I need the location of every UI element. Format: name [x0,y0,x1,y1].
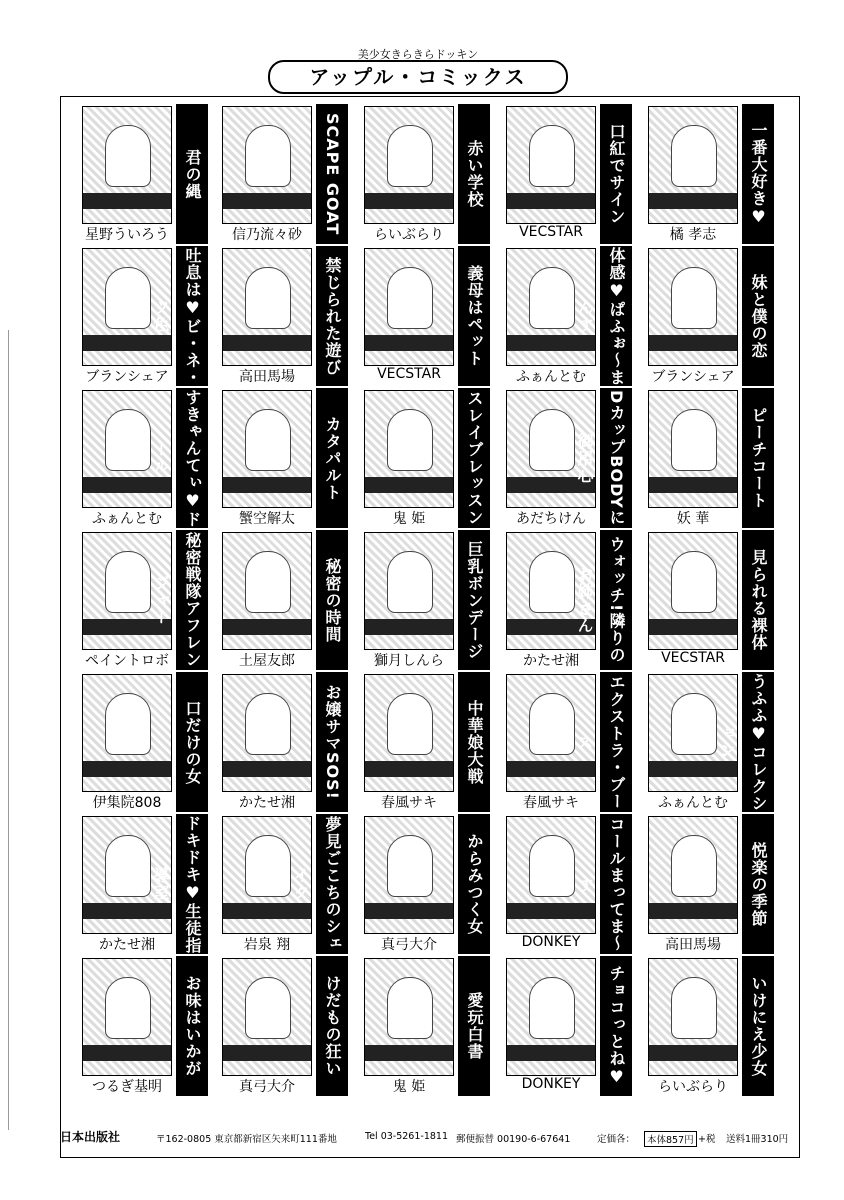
book-entry [504,530,647,670]
cover-title-band [365,1045,453,1061]
cover-title-band [223,335,311,351]
book-cover-image [222,106,312,224]
cover-figure [105,977,151,1039]
book-entry [646,814,789,954]
book-author: ペイントロボ [85,653,169,669]
cover-title-band [223,903,311,919]
cover-title-band [223,193,311,209]
book-title: 体感♥ぱふぉ～まんす [600,246,632,386]
cover-title-band [83,193,171,209]
book-entry [80,814,223,954]
cover-title-band [507,903,595,919]
book-entry [646,956,789,1096]
book-entry [362,956,505,1096]
book-cover-image [222,248,312,366]
book-author: VECSTAR [377,366,441,382]
cover-figure [671,125,717,187]
book-cover-image [364,532,454,650]
book-entry [504,246,647,386]
series-subtitle: 美少女きらきらドッキン [357,48,479,61]
book-entry [80,530,223,670]
price-value: 本体857円 [644,1131,697,1147]
book-author: ふぁんとむ [658,795,728,811]
book-author: 土屋友郎 [239,653,295,669]
cover-title-band [507,193,595,209]
book-author: つるぎ基明 [92,1079,162,1095]
book-title: けだもの狂い [316,956,348,1096]
cover-figure [245,125,291,187]
book-entry [220,814,363,954]
price-tax: +税 [698,1134,716,1145]
book-entry [646,672,789,812]
book-entry [646,246,789,386]
book-author: 高田馬場 [239,369,295,385]
cover-title-band [365,619,453,635]
cover-figure [671,835,717,897]
book-author: 信乃流々砂 [232,227,302,243]
cover-figure [245,977,291,1039]
cover-figure [387,977,433,1039]
cover-figure [529,977,575,1039]
book-author: 鬼 姫 [392,1079,426,1095]
book-cover-image [222,674,312,792]
book-title: 一番大好き♥ [742,104,774,244]
book-title: スレイブレッスン [458,388,490,528]
cover-title-band [83,903,171,919]
cover-title-band [223,1045,311,1061]
book-title: 妹と僕の恋 [742,246,774,386]
book-title: 夢見ごこちのシェイク [316,814,348,954]
book-author: 春風サキ [381,795,437,811]
cover-title-band [365,335,453,351]
book-entry [80,672,223,812]
book-cover-image [222,532,312,650]
book-author: DONKEY [521,1076,581,1092]
cover-title-band [223,761,311,777]
book-author: ふぁんとむ [516,369,586,385]
book-cover-image [364,390,454,508]
book-author: 高田馬場 [665,937,721,953]
cover-title-band [649,761,737,777]
cover-title-band [507,1045,595,1061]
book-author: 獅月しんら [374,653,444,669]
cover-title-band [649,477,737,493]
publisher-address: 〒162-0805 東京都新宿区矢来町111番地 [156,1134,337,1145]
cover-figure [387,551,433,613]
book-author: かたせ湘 [239,795,295,811]
cover-title-band [649,1045,737,1061]
book-entry [646,104,789,244]
book-title: ドキドキ♥生徒指導室 [176,814,208,954]
book-entry [504,104,647,244]
book-entry [220,246,363,386]
cover-title-band [507,761,595,777]
book-author: ふぁんとむ [92,511,162,527]
cover-figure [245,409,291,471]
book-author: 星野ういろう [85,227,169,243]
cover-figure [671,409,717,471]
book-author: 春風サキ [523,795,579,811]
page-edge-line [8,330,9,1130]
book-title: コールまってま～す [600,814,632,954]
publisher-name: 日本出版社 [60,1130,121,1144]
cover-title-band [365,193,453,209]
book-title: からみつく女 [458,814,490,954]
cover-figure [387,267,433,329]
book-author: かたせ湘 [99,937,155,953]
book-entry [504,814,647,954]
book-title: 中華娘大戦 [458,672,490,812]
cover-figure [387,409,433,471]
book-title: ピーチコート [742,388,774,528]
cover-title-band [365,477,453,493]
book-entry [220,672,363,812]
book-title: 悦楽の季節 [742,814,774,954]
cover-title-band [649,619,737,635]
book-entry [362,104,505,244]
book-cover-image [222,390,312,508]
book-title: うふふ♥コレクション [742,672,774,812]
cover-title-band [83,335,171,351]
book-author: らいぶらり [374,227,444,243]
book-cover-image [506,958,596,1076]
book-cover-image [648,106,738,224]
book-entry [362,814,505,954]
cover-title-band [223,477,311,493]
cover-title-band [83,477,171,493]
cover-title-band [649,193,737,209]
book-title: 秘密戦隊アフレンジャー [176,530,208,670]
book-cover-image [648,532,738,650]
book-author: 妖 華 [676,511,710,527]
publisher-footer [60,1128,800,1148]
cover-figure [671,551,717,613]
book-author: 橘 孝志 [669,227,717,243]
cover-figure [105,125,151,187]
book-title: エクストラ・ブース [600,672,632,812]
cover-figure [245,267,291,329]
book-author: ブランシェア [651,369,735,385]
book-author: DONKEY [521,934,581,950]
book-title: SCAPE GOAT [316,104,348,244]
book-entry [80,388,223,528]
cover-figure [105,693,151,755]
book-grid [80,104,780,1104]
book-cover-image [364,248,454,366]
book-cover-image [364,958,454,1076]
cover-title-band [507,335,595,351]
book-author: らいぶらり [658,1079,728,1095]
book-author: 鬼 姫 [392,511,426,527]
book-title: 義母はペット [458,246,490,386]
book-cover-image [648,248,738,366]
cover-title-band [649,903,737,919]
publisher-tel: Tel 03-5261-1811 [365,1131,448,1142]
cover-figure [387,835,433,897]
book-author: VECSTAR [519,224,583,240]
book-cover-image [364,816,454,934]
book-entry [220,104,363,244]
book-cover-image [364,674,454,792]
book-title: いけにえ少女 [742,956,774,1096]
book-title: カタパルト [316,388,348,528]
book-entry [504,956,647,1096]
book-title: お味はいかが [176,956,208,1096]
book-cover-image [82,674,172,792]
book-entry [362,530,505,670]
cover-title-band [223,619,311,635]
book-entry [646,388,789,528]
book-author: 真弓大介 [381,937,437,953]
book-title: チョコっとね♥ [600,956,632,1096]
book-cover-image [82,106,172,224]
book-title: 吐息は♥ビ・ネ・ツ色 [176,246,208,386]
cover-figure [671,977,717,1039]
book-title: 巨乳ボンデージ [458,530,490,670]
cover-figure [387,125,433,187]
book-title: 赤い学校 [458,104,490,244]
cover-figure [529,125,575,187]
cover-title-band [365,761,453,777]
book-cover-image [82,958,172,1076]
book-title: 口だけの女 [176,672,208,812]
book-entry [80,104,223,244]
book-entry [504,672,647,812]
book-author: 蟹空解太 [239,511,295,527]
book-author: 岩泉 翔 [243,937,291,953]
book-author: 真弓大介 [239,1079,295,1095]
cover-figure [245,551,291,613]
book-author: VECSTAR [661,650,725,666]
book-title: 見られる裸体 [742,530,774,670]
book-title: お嬢サマSOS! [316,672,348,812]
cover-figure [245,693,291,755]
book-cover-image [648,958,738,1076]
book-entry [362,246,505,386]
book-entry [220,956,363,1096]
cover-title-band [83,1045,171,1061]
book-cover-image [648,816,738,934]
book-title: すきゃんてぃ♥ドール [176,388,208,528]
cover-title-band [83,761,171,777]
cover-title-band [365,903,453,919]
book-cover-image [648,390,738,508]
catalog-header [268,46,568,94]
book-entry [220,388,363,528]
book-author: 伊集院808 [92,795,162,811]
book-entry [220,530,363,670]
book-author: あだちけん [516,511,586,527]
book-entry [80,956,223,1096]
book-entry [80,246,223,386]
book-cover-image [364,106,454,224]
book-cover-image [222,958,312,1076]
book-title: 君の縄 [176,104,208,244]
book-entry [362,388,505,528]
book-entry [362,672,505,812]
cover-figure [387,693,433,755]
book-title: 口紅でサイン [600,104,632,244]
book-title: DカップBODYに御用心 [600,388,632,528]
postal-transfer: 郵便振替 00190-6-67641 [456,1134,571,1145]
book-title: 禁じられた遊び [316,246,348,386]
book-title: ウォッチ!隣りのお姉さん [600,530,632,670]
book-author: かたせ湘 [523,653,579,669]
book-title: 秘密の時間 [316,530,348,670]
cover-title-band [649,335,737,351]
book-cover-image [506,106,596,224]
cover-figure [671,267,717,329]
book-entry [646,530,789,670]
shipping-fee: 送料1冊310円 [726,1134,789,1145]
book-entry [504,388,647,528]
book-author: ブランシェア [85,369,169,385]
book-title: 愛玩白書 [458,956,490,1096]
price-label: 定価各： [597,1134,636,1145]
series-title: アップル・コミックス [268,60,568,94]
